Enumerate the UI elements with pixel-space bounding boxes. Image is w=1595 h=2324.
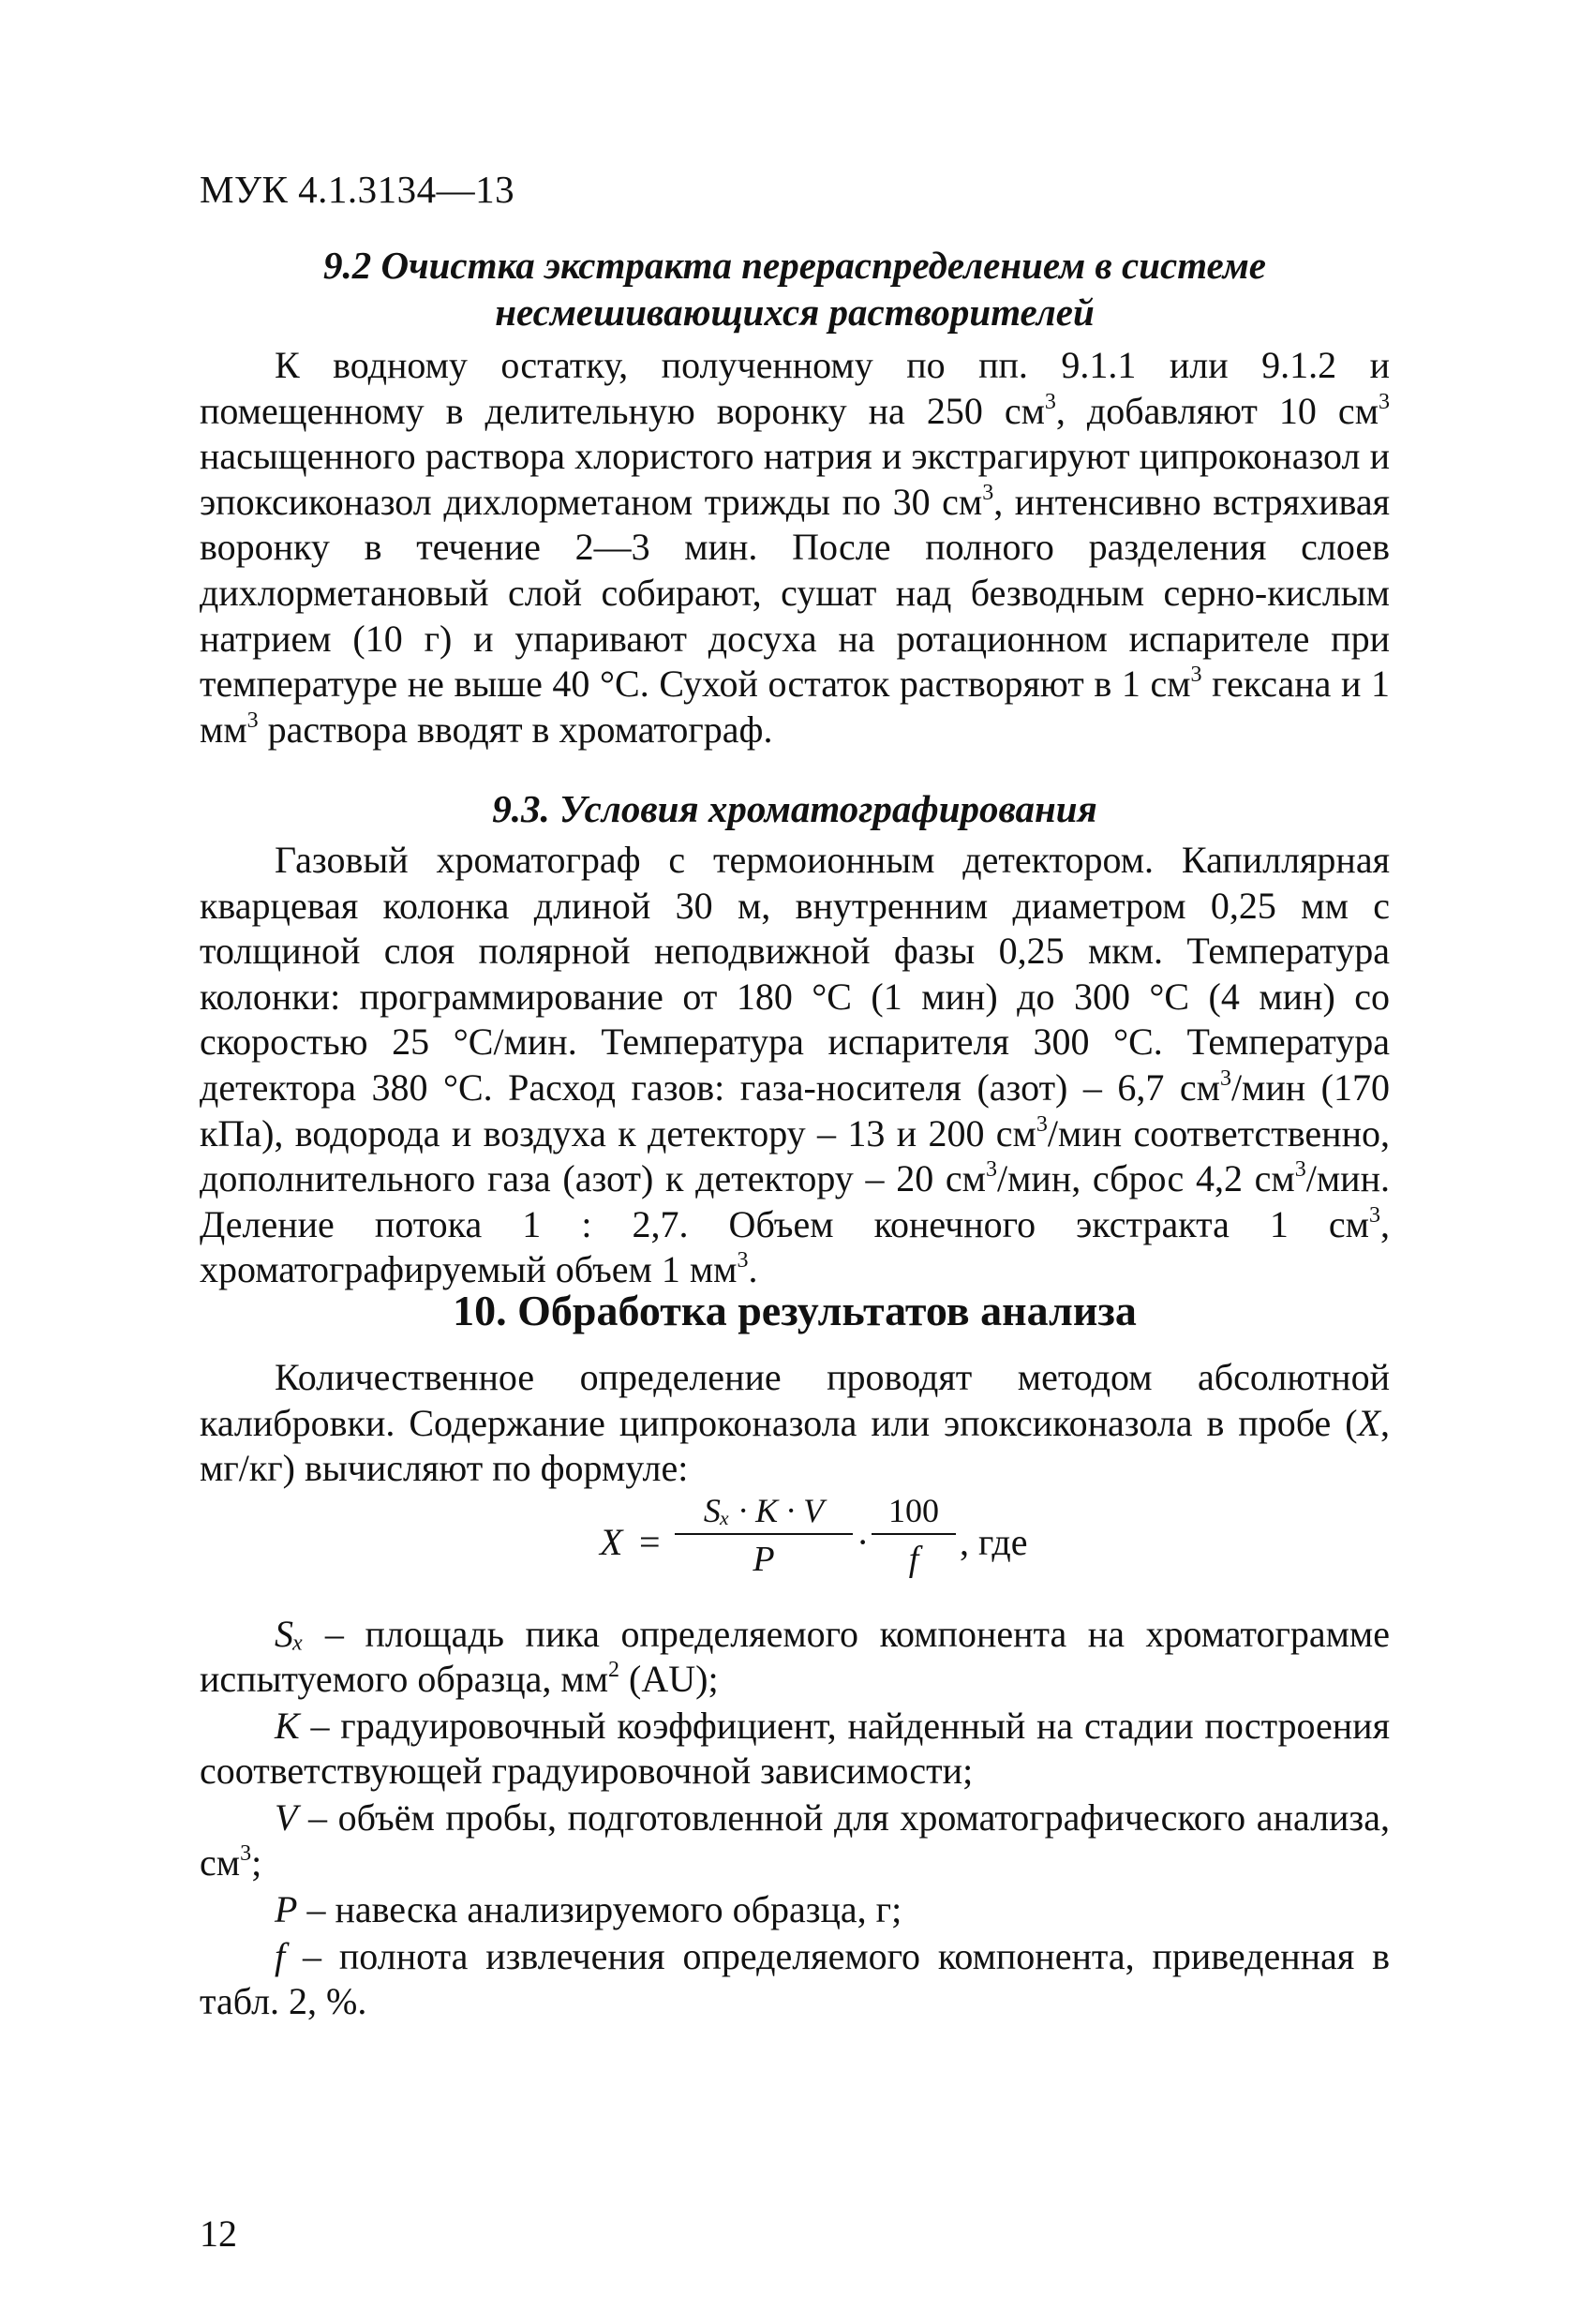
superscript: 3 xyxy=(1294,1157,1306,1183)
text-run: насыщенного раствора хлористого натрия и экстрагируют ципроконазол и эпоксиконазол дихлорметаном трижды по 30 см xyxy=(200,435,1390,523)
definition-symbol: Sₓ xyxy=(275,1613,305,1655)
superscript: 3 xyxy=(240,1841,252,1866)
superscript: 3 xyxy=(1379,389,1391,414)
definition-text: (AU); xyxy=(619,1658,719,1700)
formula-denominator-2: f xyxy=(908,1540,919,1579)
definition-text: – навеска анализируемого образца, г; xyxy=(297,1888,902,1930)
text-run: гексана и 1 мм xyxy=(200,663,1391,751)
formula xyxy=(600,1490,1068,1593)
superscript: 3 xyxy=(982,480,994,505)
text-run: /мин. Деление потока 1 : 2,7. Объем конечного экстракта 1 см xyxy=(200,1157,1390,1245)
text-run: , хроматографируемый объем 1 мм xyxy=(200,1202,1390,1291)
formula-numerator-1: Sₓ · K · V xyxy=(703,1492,825,1529)
superscript: 3 xyxy=(1219,1065,1231,1091)
superscript: 2 xyxy=(608,1658,620,1682)
formula-equals: = xyxy=(639,1521,661,1563)
section-10-paragraph xyxy=(200,1355,1390,1492)
definition-text: – объём пробы, подготовленной для хроматографического анализа, см xyxy=(200,1796,1390,1884)
definition-symbol: V xyxy=(275,1796,298,1839)
formula-fraction-1 xyxy=(675,1490,853,1580)
superscript: 3 xyxy=(737,1248,749,1274)
section-9-2-title-line1: 9.2 Очистка экстракта перераспределением в системе xyxy=(322,244,1267,287)
definition-symbol: K xyxy=(275,1705,300,1747)
definition-symbol: P xyxy=(275,1888,298,1930)
definition-k xyxy=(200,1704,1390,1794)
superscript: 3 xyxy=(1036,1111,1048,1137)
definition-text: – площадь пика определяемого компонента на хроматограмме испытуемого образца, мм xyxy=(200,1613,1390,1700)
formula-lhs: X xyxy=(600,1521,623,1563)
definition-p xyxy=(200,1887,1390,1932)
definition-symbol: f xyxy=(275,1935,286,1977)
section-10-heading: 10. Обработка результатов анализа xyxy=(453,1287,1137,1334)
formula-fraction-2 xyxy=(872,1490,956,1580)
definition-v xyxy=(200,1795,1390,1885)
superscript: 3 xyxy=(1369,1202,1380,1228)
superscript: 3 xyxy=(1190,663,1202,688)
formula-denominator-1: P xyxy=(753,1540,775,1579)
formula-numerator-2: 100 xyxy=(888,1492,939,1529)
superscript: 3 xyxy=(1044,389,1056,414)
fraction-bar xyxy=(872,1533,956,1535)
text-run: , интенсивно встряхивая воронку в течение 2—3 мин. После полного разделения слоев дихлорметановый слой собирают, сушат над безводным серно-кислым натрием (10 г) и упаривают досуха на ротационном испарителе при температуре не выше 40 °С. Сухой остаток растворяют в 1 см xyxy=(200,480,1390,706)
section-9-2-title xyxy=(200,242,1390,335)
variable-x: X xyxy=(1357,1401,1380,1444)
text-run: /мин, сброс 4,2 см xyxy=(996,1157,1295,1200)
formula-where: , где xyxy=(960,1521,1028,1563)
definition-text: – полнота извлечения определяемого компонента, приведенная в табл. 2, %. xyxy=(200,1935,1390,2022)
formula-multiply-dot: · xyxy=(857,1521,870,1563)
text-run: раствора вводят в хроматограф. xyxy=(258,708,773,751)
page-number: 12 xyxy=(200,2212,237,2255)
text-run: /мин соответственно, дополнительного газа (азот) к детектору – 20 см xyxy=(200,1111,1390,1200)
superscript: 3 xyxy=(985,1157,997,1183)
superscript: 3 xyxy=(246,708,259,733)
section-9-3-paragraph xyxy=(200,838,1390,1293)
text-run: , мг/кг) вычисляют по формуле: xyxy=(200,1401,1390,1490)
definition-sx xyxy=(200,1612,1390,1702)
text-run: Количественное определение проводят методом абсолютной калибровки. Содержание ципроконазола или эпоксиконазола в пробе ( xyxy=(200,1356,1390,1444)
text-run: . xyxy=(748,1248,758,1291)
text-run: К водному остатку, полученному по пп. 9.1.1 или 9.1.2 и помещенному в делительную воронку на 250 см xyxy=(200,344,1390,432)
fraction-bar xyxy=(675,1533,853,1535)
text-run: Газовый хроматограф с термоионным детектором. Капиллярная кварцевая колонка длиной 30 м, внутренним диаметром 0,25 мм с толщиной слоя полярной неподвижной фазы 0,25 мкм. Температура колонки: программирование от 180 °С (1 мин) до 300 °С (4 мин) со скоростью 25 °С/мин. Температура испарителя 300 °С. Температура детектора 380 °С. Расход газов: газа-носителя (азот) – 6,7 см xyxy=(200,839,1390,1109)
document-code: МУК 4.1.3134—13 xyxy=(200,168,515,211)
section-9-2-title-line2: несмешивающихся растворителей xyxy=(495,290,1095,334)
section-9-2-paragraph xyxy=(200,343,1390,752)
text-run: , добавляют 10 см xyxy=(1055,389,1379,432)
definition-text: – градуировочный коэффициент, найденный на стадии построения соответствующей градуировочной зависимости; xyxy=(200,1705,1390,1792)
definition-f xyxy=(200,1934,1390,2024)
definition-text: ; xyxy=(251,1841,262,1884)
section-9-3-title: 9.3. Условия хроматографирования xyxy=(492,787,1097,830)
text-run: /мин (170 кПа), водорода и воздуха к детектору – 13 и 200 см xyxy=(200,1065,1390,1155)
